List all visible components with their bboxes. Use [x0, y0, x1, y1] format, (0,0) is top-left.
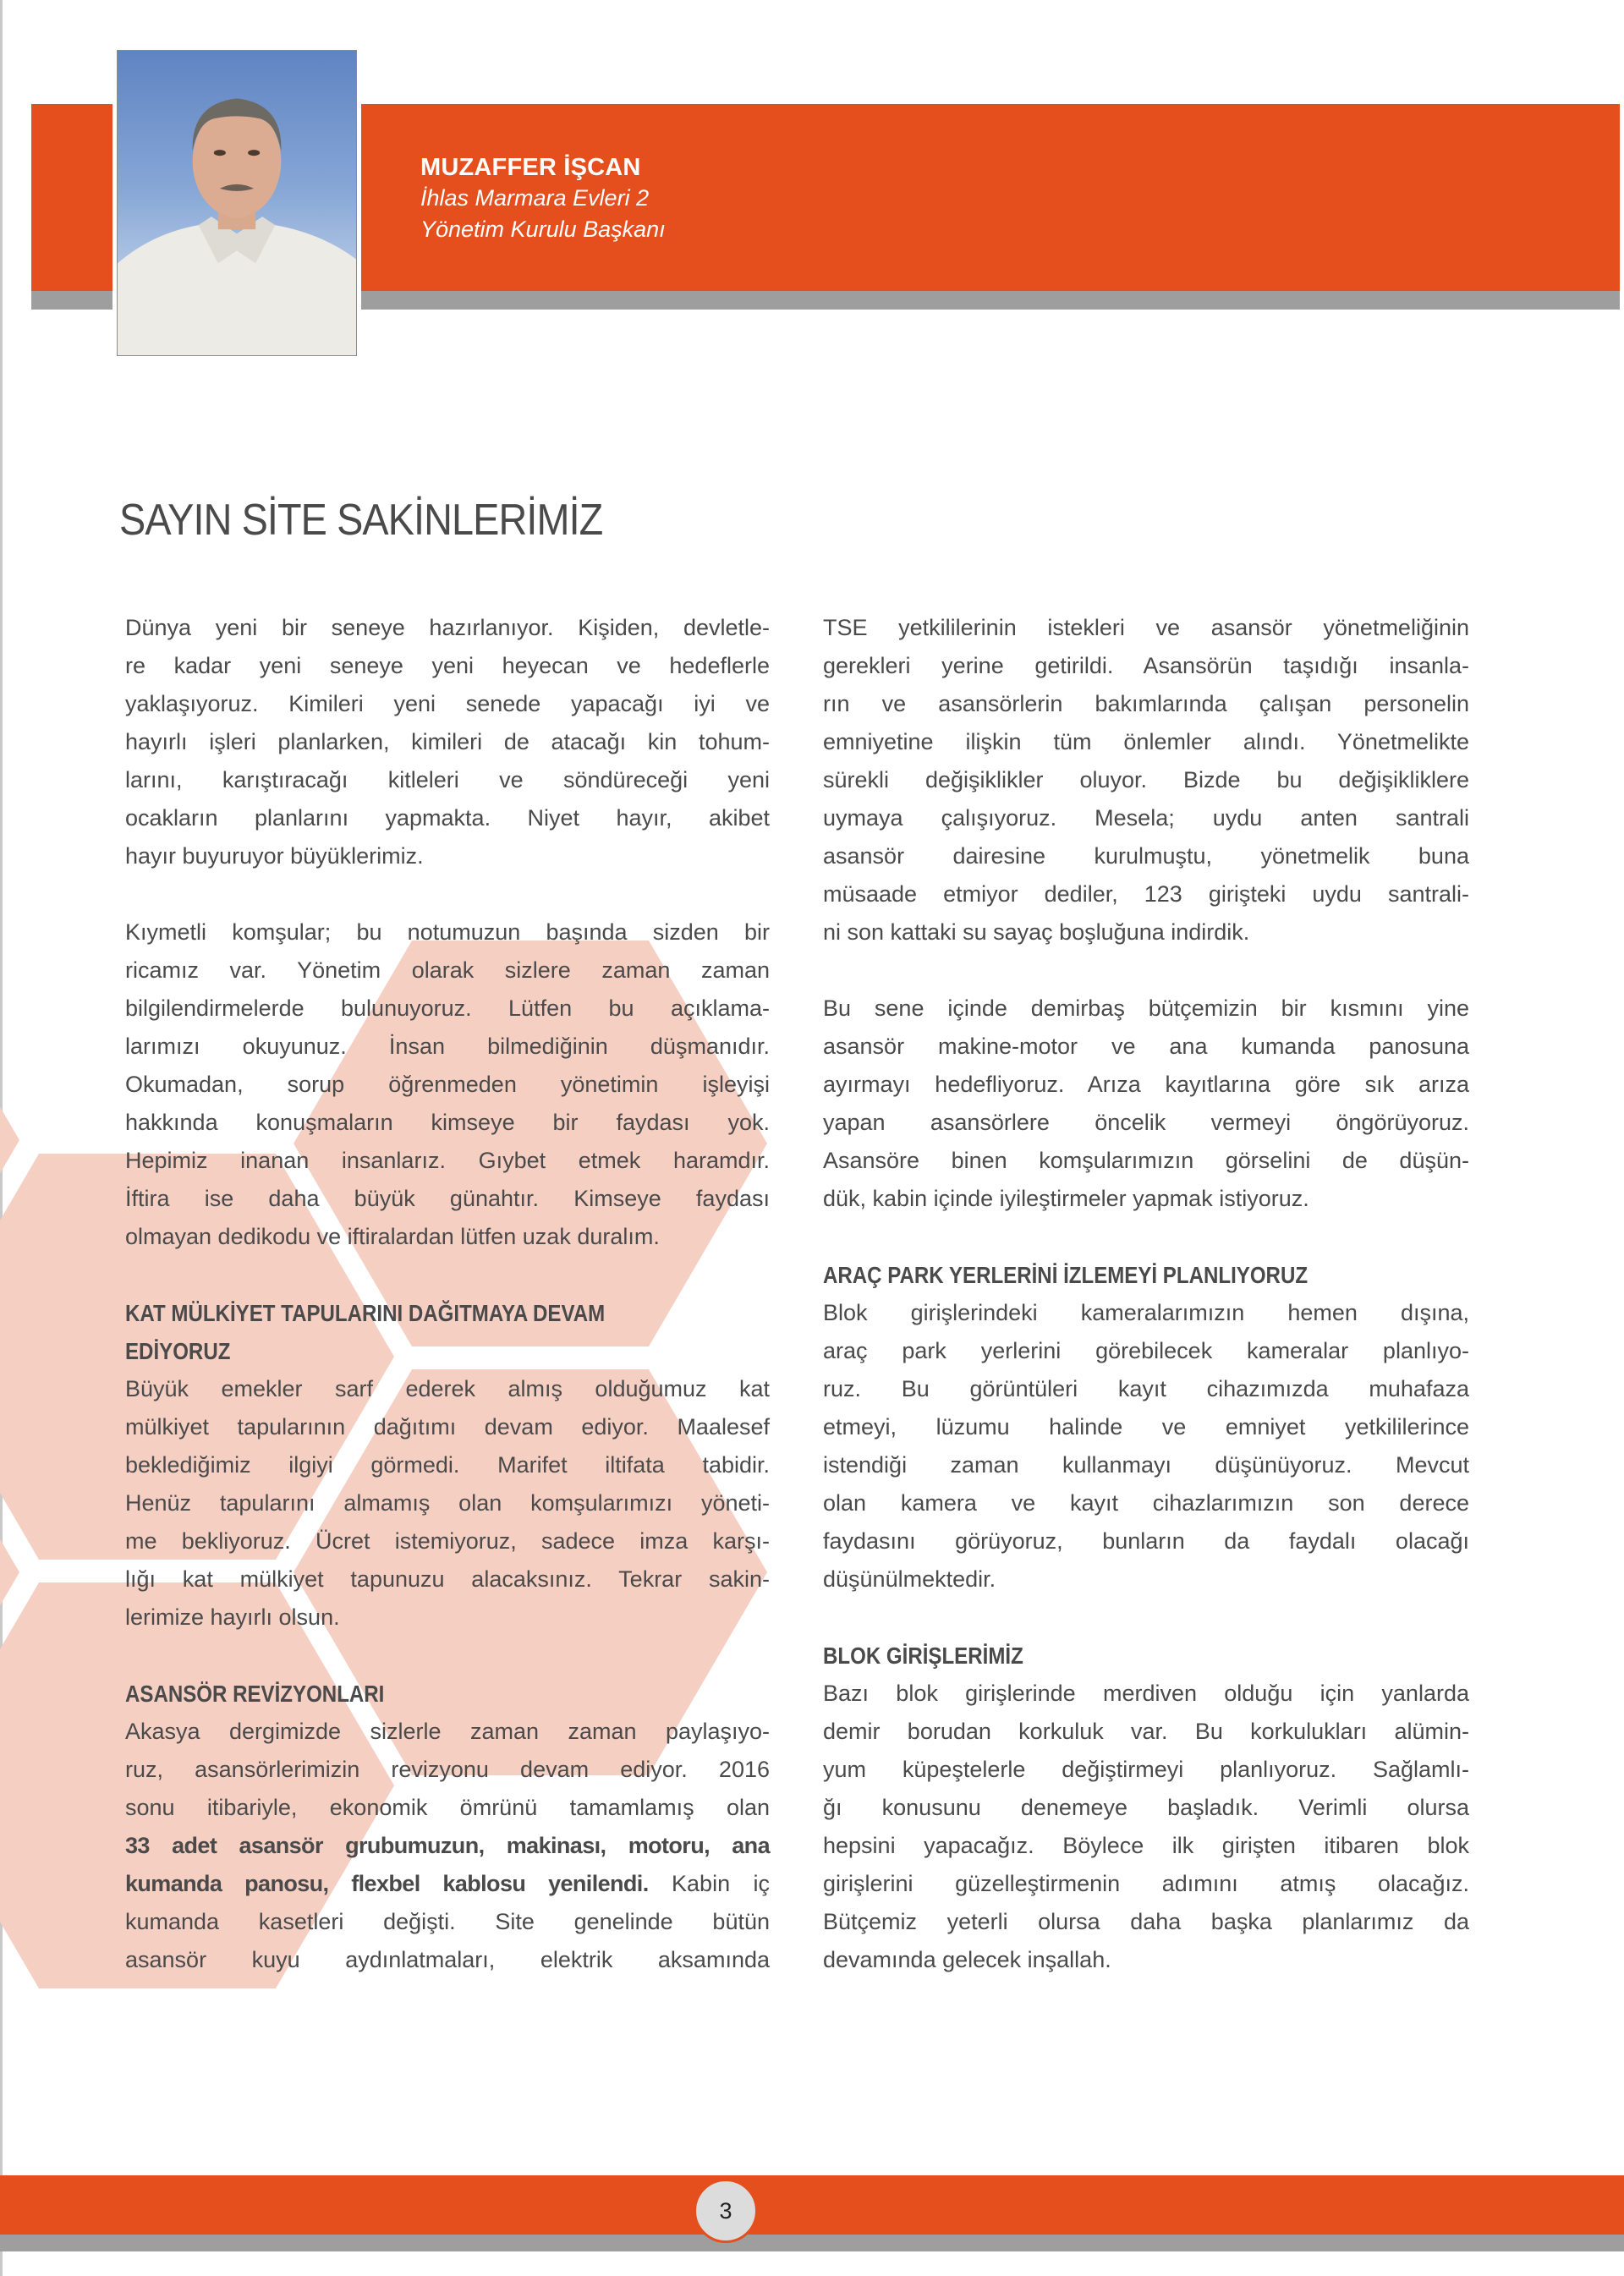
paragraph-tse [823, 609, 1469, 952]
text-line: Dünya yeni bir seneye hazırlanıyor. Kişiden, devletle- [125, 615, 770, 640]
text-line: ricamız var. Yönetim olarak sizlere zaman zaman [125, 957, 770, 983]
page-title: SAYIN SİTE SAKİNLERİMİZ [119, 496, 603, 545]
section-heading-elevators: ASANSÖR REVİZYONLARI [125, 1681, 385, 1707]
right-column [823, 609, 1469, 1979]
bold-text: kumanda panosu, flexbel kablosu yenilendi. [125, 1871, 649, 1896]
text-line: bilgilendirmelerde bulunuyoruz. Lütfen bu açıklama- [125, 995, 770, 1021]
text-line: asansör dairesine kurulmuştu, yönetmelik buna [823, 843, 1469, 869]
paragraph-gap [125, 875, 770, 913]
text-line: hayır buyuruyor büyüklerimiz. [125, 843, 424, 869]
text-line: girişlerini güzelleştirmenin adımını atmış olacağız. [823, 1871, 1469, 1896]
footer-grey-band [0, 2235, 1624, 2251]
paragraph-budget [823, 990, 1469, 1218]
text-line: ayırmayı hedefliyoruz. Arıza kayıtlarına göre sık arıza [823, 1072, 1469, 1097]
text-line: lerimize hayırlı olsun. [125, 1604, 340, 1630]
section-heading-title-deeds-cont: EDİYORUZ [125, 1338, 231, 1364]
text-line: re kadar yeni seneye yeni heyecan ve hedeflerle [125, 653, 770, 678]
text-line: Bütçemiz yeterli olursa daha başka planlarımız da [823, 1909, 1469, 1934]
section-heading-parking: ARAÇ PARK YERLERİNİ İZLEMEYİ PLANLIYORUZ [823, 1262, 1309, 1288]
text-line: sürekli değişiklikler oluyor. Bizde bu değişikliklere [823, 767, 1469, 792]
text-line: hayırlı işleri planlarken, kimileri de atacağı kin tohum- [125, 729, 770, 754]
paragraph-title-deeds [125, 1370, 770, 1637]
author-organization: İhlas Marmara Evleri 2 [420, 185, 650, 211]
text-line: Akasya dergimizde sizlerle zaman zaman paylaşıyo- [125, 1719, 770, 1744]
text-line: asansör kuyu aydınlatmaları, elektrik aksamında [125, 1947, 770, 1972]
text-line: hakkında konuşmaların kimseye bir faydası yok. [125, 1110, 770, 1135]
text-line: ocakların planlarını yapmakta. Niyet hayır, akibet [125, 805, 770, 831]
text-line: yaklaşıyoruz. Kimileri yeni senede yapacağı iyi ve [125, 691, 770, 716]
text-line: düşünülmektedir. [823, 1566, 996, 1592]
paragraph-gap [823, 1599, 1469, 1637]
text-line: asansör makine-motor ve ana kumanda panosuna [823, 1034, 1469, 1059]
text-line: Asansöre binen komşularımızın görselini de düşün- [823, 1148, 1469, 1173]
paragraph-block-entrances [823, 1675, 1469, 1979]
text-line: araç park yerlerini görebilecek kameralar planlıyo- [823, 1338, 1469, 1363]
text-line: Henüz tapularını almamış olan komşularımızı yöneti- [125, 1490, 770, 1516]
text-line: Hepimiz inanan insanlarız. Gıybet etmek haramdır. [125, 1148, 770, 1173]
text-line: Blok girişlerindeki kameralarımızın hemen dışına, [823, 1300, 1469, 1325]
text-line: yum küpeştelerle değiştirmeyi planlıyoruz. Sağlamlı- [823, 1757, 1469, 1782]
text-line-mixed [125, 1865, 770, 1903]
text-line: faydasını görüyoruz, bunların da faydalı olacağı [823, 1528, 1469, 1554]
text-line: kumanda kasetleri değişti. Site genelinde bütün [125, 1909, 770, 1934]
paragraph-gap [823, 952, 1469, 990]
left-column [125, 609, 770, 1979]
text-line: larını, karıştıracağı kitleleri ve söndüreceği yeni [125, 767, 770, 792]
text-line: Kıymetli komşular; bu notumuzun başında sizden bir [125, 919, 770, 945]
text-line: lığı kat mülkiyet tapunuzu alacaksınız. Tekrar sakin- [125, 1566, 770, 1592]
text-line: gerekleri yerine getirildi. Asansörün taşıdığı insanla- [823, 653, 1469, 678]
paragraph-gap [125, 1256, 770, 1294]
author-role: Yönetim Kurulu Başkanı [420, 217, 666, 242]
text-line-bold: 33 adet asansör grubumuzun, makinası, motoru, ana [125, 1833, 770, 1858]
regular-text: Kabin iç [648, 1871, 770, 1896]
text-line: rın ve asansörlerin bakımlarında çalışan personelin [823, 691, 1469, 716]
text-line: istendiği zaman kullanmayı düşünüyoruz. Mevcut [823, 1452, 1469, 1478]
text-line: Okumadan, sorup öğrenmeden yönetimin işleyişi [125, 1072, 770, 1097]
text-line: müsaade etmiyor dediler, 123 girişteki uydu santrali- [823, 881, 1469, 907]
text-line: mülkiyet tapularının dağıtımı devam ediyor. Maalesef [125, 1414, 770, 1440]
text-line: sonu itibariyle, ekonomik ömrünü tamamlamış olan [125, 1795, 770, 1820]
author-name: MUZAFFER İŞCAN [420, 154, 641, 181]
text-line: ruz, asansörlerimizin revizyonu devam ediyor. 2016 [125, 1757, 770, 1782]
paragraph-parking [823, 1294, 1469, 1599]
text-line: uymaya çalışıyoruz. Mesela; uydu anten santrali [823, 805, 1469, 831]
text-line: olan kamera ve kayıt cihazlarımızın son derece [823, 1490, 1469, 1516]
paragraph-elevators [125, 1713, 770, 1979]
text-line: larımızı okuyunuz. İnsan bilmediğinin düşmanıdır. [125, 1034, 770, 1059]
paragraph-gap [125, 1637, 770, 1675]
section-heading-title-deeds: KAT MÜLKİYET TAPULARINI DAĞITMAYA DEVAM [125, 1300, 606, 1326]
text-line: ğı konusunu denemeye başladık. Verimli olursa [823, 1795, 1469, 1820]
text-line: ni son kattaki su sayaç boşluğuna indirdik. [823, 919, 1250, 945]
text-line: olmayan dedikodu ve iftiralardan lütfen uzak duralım. [125, 1224, 660, 1249]
footer-orange-band [0, 2175, 1624, 2235]
text-line: TSE yetkililerinin istekleri ve asansör yönetmeliğinin [823, 615, 1469, 640]
paragraph-gap [823, 1218, 1469, 1256]
text-line: beklediğimiz ilgiyi görmedi. Marifet iltifata tabidir. [125, 1452, 770, 1478]
text-line: dük, kabin içinde iyileştirmeler yapmak istiyoruz. [823, 1186, 1309, 1211]
text-line: Bu sene içinde demirbaş bütçemizin bir kısmını yine [823, 995, 1469, 1021]
text-line: Bazı blok girişlerinde merdiven olduğu için yanlarda [823, 1681, 1469, 1706]
text-line: Büyük emekler sarf ederek almış olduğumuz kat [125, 1376, 770, 1401]
paragraph-intro [125, 609, 770, 875]
text-line: İftira ise daha büyük günahtır. Kimseye faydası [125, 1186, 770, 1211]
paragraph-neighbors [125, 913, 770, 1256]
text-line: me bekliyoruz. Ücret istemiyoruz, sadece imza karşı- [125, 1528, 770, 1554]
text-line: demir borudan korkuluk var. Bu korkulukları alümin- [823, 1719, 1469, 1744]
section-heading-block-entrances: BLOK GİRİŞLERİMİZ [823, 1643, 1023, 1669]
text-line: devamında gelecek inşallah. [823, 1947, 1111, 1972]
text-line: emniyetine ilişkin tüm önlemler alındı. Yönetmelikte [823, 729, 1469, 754]
page-number-badge: 3 [694, 2179, 758, 2243]
text-line: etmeyi, lüzumu halinde ve emniyet yetkililerince [823, 1414, 1469, 1440]
text-line: ruz. Bu görüntüleri kayıt cihazımızda muhafaza [823, 1376, 1469, 1401]
text-line: yapan asansörlere öncelik vermeyi öngörüyoruz. [823, 1110, 1469, 1135]
text-line: hepsini yapacağız. Böylece ilk girişten itibaren blok [823, 1833, 1469, 1858]
